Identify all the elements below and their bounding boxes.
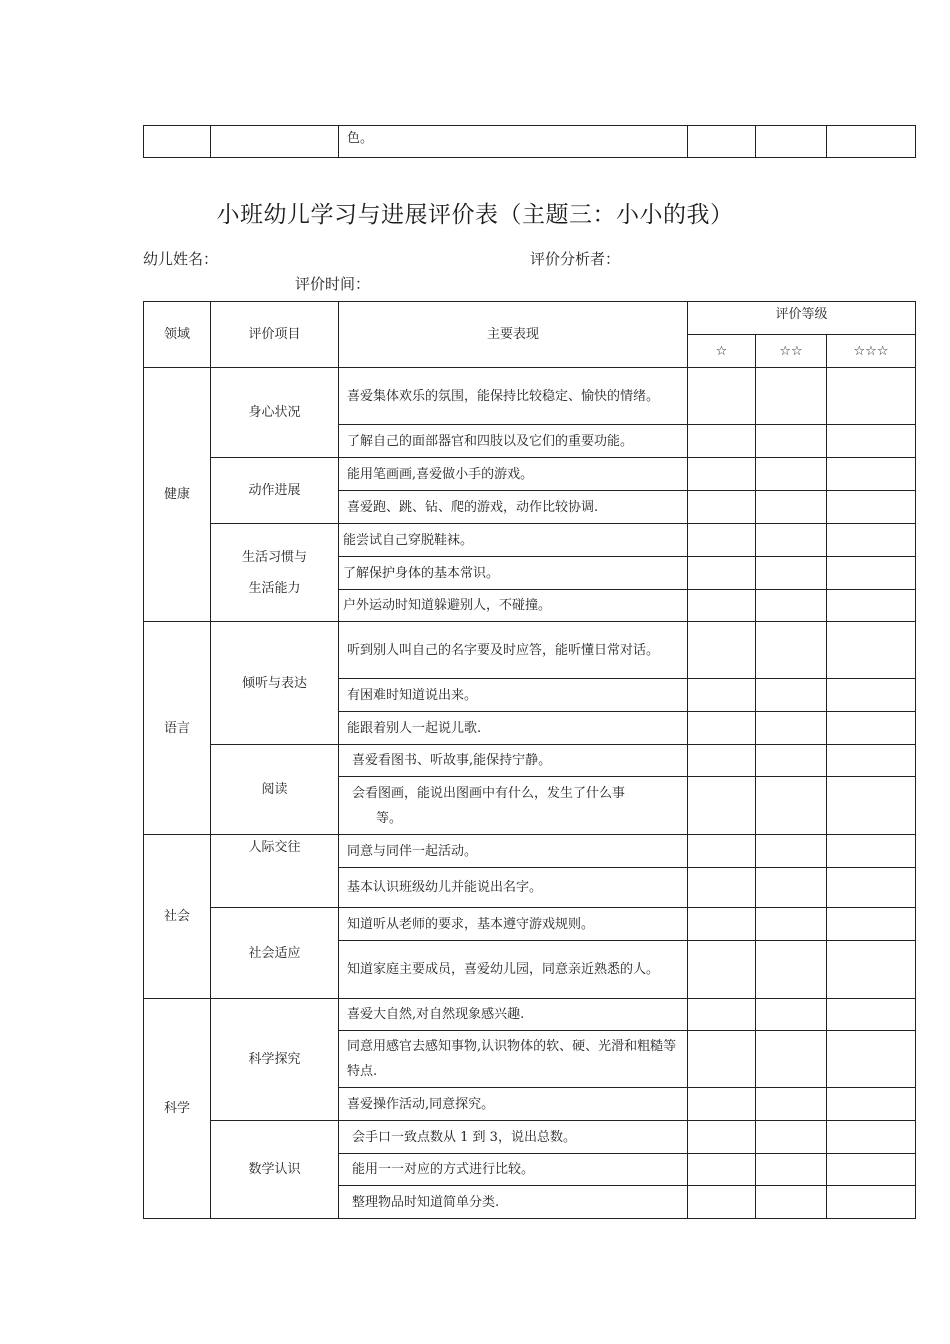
table-row	[144, 835, 916, 868]
header-item: 评价项目	[211, 302, 339, 368]
rating-cell-3[interactable]	[827, 425, 916, 458]
performance-text: 能用一一对应的方式进行比较。	[339, 1154, 688, 1186]
rating-cell-2[interactable]	[756, 868, 827, 908]
rating-cell-2[interactable]	[756, 590, 827, 622]
performance-text-line-2: 等。	[376, 810, 403, 826]
rating-cell-2[interactable]	[756, 679, 827, 712]
rating-cell-2[interactable]	[756, 908, 827, 941]
item-habits	[211, 524, 339, 622]
rating-cell-3[interactable]	[827, 777, 916, 835]
performance-text: 喜爱操作活动,同意探究。	[339, 1088, 688, 1121]
rating-cell-2[interactable]	[756, 368, 827, 425]
domain-science: 科学	[144, 999, 211, 1219]
performance-text: 听到别人叫自己的名字要及时应答，能听懂日常对话。	[339, 622, 688, 679]
rating-cell-3[interactable]	[827, 368, 916, 425]
performance-text: 喜爱大自然,对自然现象感兴趣.	[339, 999, 688, 1031]
rating-cell-1[interactable]	[688, 622, 756, 679]
item-interpersonal: 人际交往	[211, 835, 339, 908]
item-habits-line-1: 生活习惯与	[241, 549, 307, 565]
star-one-icon: ☆	[688, 335, 756, 368]
rating-cell-1[interactable]	[688, 590, 756, 622]
rating-cell-3[interactable]	[827, 557, 916, 590]
rating-cell-1[interactable]	[688, 1031, 756, 1088]
rating-cell-2[interactable]	[756, 1088, 827, 1121]
star-two-icon: ☆☆	[756, 335, 827, 368]
rating-cell-1[interactable]	[688, 425, 756, 458]
header-level: 评价等级	[688, 302, 916, 335]
performance-text: 会手口一致点数从 1 到 3，说出总数。	[339, 1121, 688, 1154]
item-habits-line-2: 生活能力	[248, 580, 301, 596]
item-listen: 倾听与表达	[211, 622, 339, 745]
rating-cell-1[interactable]	[688, 1121, 756, 1154]
performance-text: 同意用感官去感知事物,认识物体的软、硬、光滑和粗糙等特点.	[339, 1031, 688, 1088]
rating-cell-2[interactable]	[756, 491, 827, 524]
rating-cell-3[interactable]	[827, 868, 916, 908]
rating-cell-2[interactable]	[756, 1154, 827, 1186]
item-reading: 阅读	[211, 745, 339, 835]
performance-text: 有困难时知道说出来。	[339, 679, 688, 712]
rating-cell-3[interactable]	[827, 908, 916, 941]
rating-cell-2[interactable]	[756, 126, 827, 158]
rating-cell-1[interactable]	[688, 1186, 756, 1219]
table-row	[144, 999, 916, 1031]
table-row	[144, 524, 916, 557]
rating-cell-2[interactable]	[756, 835, 827, 868]
table-row	[144, 1121, 916, 1154]
rating-cell-2[interactable]	[756, 1121, 827, 1154]
rating-cell-3[interactable]	[827, 458, 916, 491]
evaluation-table	[143, 301, 916, 1219]
rating-cell-3[interactable]	[827, 1154, 916, 1186]
performance-text: 能用笔画画,喜爱做小手的游戏。	[339, 458, 688, 491]
rating-cell-2[interactable]	[756, 622, 827, 679]
rating-cell-3[interactable]	[827, 1186, 916, 1219]
performance-text: 整理物品时知道简单分类.	[339, 1186, 688, 1219]
performance-text: 喜爱集体欢乐的氛围，能保持比较稳定、愉快的情绪。	[339, 368, 688, 425]
rating-cell-1[interactable]	[688, 745, 756, 777]
rating-cell-3[interactable]	[827, 835, 916, 868]
table-row	[144, 908, 916, 941]
rating-cell-1[interactable]	[688, 126, 756, 158]
continuation-text: 色。	[339, 126, 688, 158]
rating-cell-2[interactable]	[756, 777, 827, 835]
domain-language: 语言	[144, 622, 211, 835]
item-motor: 动作进展	[211, 458, 339, 524]
rating-cell-2[interactable]	[756, 712, 827, 745]
header-performance: 主要表现	[339, 302, 688, 368]
child-name-label: 幼儿姓名：	[143, 250, 219, 268]
rating-cell-1[interactable]	[688, 458, 756, 491]
header-domain: 领域	[144, 302, 211, 368]
performance-text: 同意与同伴一起活动。	[339, 835, 688, 868]
item-body-mind: 身心状况	[211, 368, 339, 458]
performance-text: 基本认识班级幼儿并能说出名字。	[339, 868, 688, 908]
header-row	[144, 302, 916, 335]
rating-cell-1[interactable]	[688, 1088, 756, 1121]
rating-cell-3[interactable]	[827, 126, 916, 158]
performance-text: 知道听从老师的要求，基本遵守游戏规则。	[339, 908, 688, 941]
rating-cell-1[interactable]	[688, 835, 756, 868]
rating-cell-1[interactable]	[688, 679, 756, 712]
rating-cell-3[interactable]	[827, 712, 916, 745]
table-row	[144, 368, 916, 425]
item-math: 数学认识	[211, 1121, 339, 1219]
rating-cell-3[interactable]	[827, 745, 916, 777]
performance-text: 喜爱跑、跳、钻、爬的游戏，动作比较协调.	[339, 491, 688, 524]
rating-cell-3[interactable]	[827, 590, 916, 622]
rating-cell-1[interactable]	[688, 777, 756, 835]
rating-cell-2[interactable]	[756, 1031, 827, 1088]
rating-cell-3[interactable]	[827, 999, 916, 1031]
rating-cell-2[interactable]	[756, 557, 827, 590]
star-three-icon: ☆☆☆	[827, 335, 916, 368]
table-row	[144, 458, 916, 491]
rating-cell-1[interactable]	[688, 712, 756, 745]
table-row	[144, 126, 916, 158]
rating-cell-1[interactable]	[688, 941, 756, 999]
rating-cell-3[interactable]	[827, 524, 916, 557]
rating-cell-3[interactable]	[827, 679, 916, 712]
empty-cell	[144, 126, 211, 158]
rating-cell-1[interactable]	[688, 868, 756, 908]
performance-text	[339, 777, 688, 835]
rating-cell-3[interactable]	[827, 1088, 916, 1121]
rating-cell-1[interactable]	[688, 1154, 756, 1186]
analyst-label: 评价分析者：	[530, 250, 621, 268]
item-adaptation: 社会适应	[211, 908, 339, 999]
empty-cell	[211, 126, 339, 158]
performance-text: 喜爱看图书、听故事,能保持宁静。	[339, 745, 688, 777]
rating-cell-3[interactable]	[827, 1121, 916, 1154]
item-explore: 科学探究	[211, 999, 339, 1121]
rating-cell-2[interactable]	[756, 941, 827, 999]
rating-cell-2[interactable]	[756, 425, 827, 458]
evaluation-time-label: 评价时间：	[295, 275, 371, 293]
rating-cell-1[interactable]	[688, 524, 756, 557]
rating-cell-2[interactable]	[756, 458, 827, 491]
performance-text: 能尝试自己穿脱鞋袜。	[339, 524, 688, 557]
rating-cell-1[interactable]	[688, 557, 756, 590]
rating-cell-1[interactable]	[688, 368, 756, 425]
rating-cell-2[interactable]	[756, 999, 827, 1031]
performance-text: 了解自己的面部器官和四肢以及它们的重要功能。	[339, 425, 688, 458]
performance-text: 了解保护身体的基本常识。	[339, 557, 688, 590]
rating-cell-2[interactable]	[756, 524, 827, 557]
table-row	[144, 745, 916, 777]
domain-social: 社会	[144, 835, 211, 999]
rating-cell-1[interactable]	[688, 491, 756, 524]
rating-cell-2[interactable]	[756, 745, 827, 777]
performance-text-line-1: 会看图画，能说出图画中有什么，发生了什么事	[352, 785, 626, 801]
rating-cell-2[interactable]	[756, 1186, 827, 1219]
rating-cell-3[interactable]	[827, 941, 916, 999]
domain-health: 健康	[144, 368, 211, 622]
rating-cell-3[interactable]	[827, 1031, 916, 1088]
rating-cell-1[interactable]	[688, 908, 756, 941]
table-row	[144, 622, 916, 679]
performance-text: 能跟着别人一起说儿歌.	[339, 712, 688, 745]
performance-text: 户外运动时知道躲避别人，不碰撞。	[339, 590, 688, 622]
rating-cell-3[interactable]	[827, 622, 916, 679]
page-title: 小班幼儿学习与进展评价表（主题三：小小的我）	[216, 202, 734, 228]
rating-cell-1[interactable]	[688, 999, 756, 1031]
rating-cell-3[interactable]	[827, 491, 916, 524]
continuation-table	[143, 125, 916, 158]
performance-text: 知道家庭主要成员，喜爱幼儿园，同意亲近熟悉的人。	[339, 941, 688, 999]
